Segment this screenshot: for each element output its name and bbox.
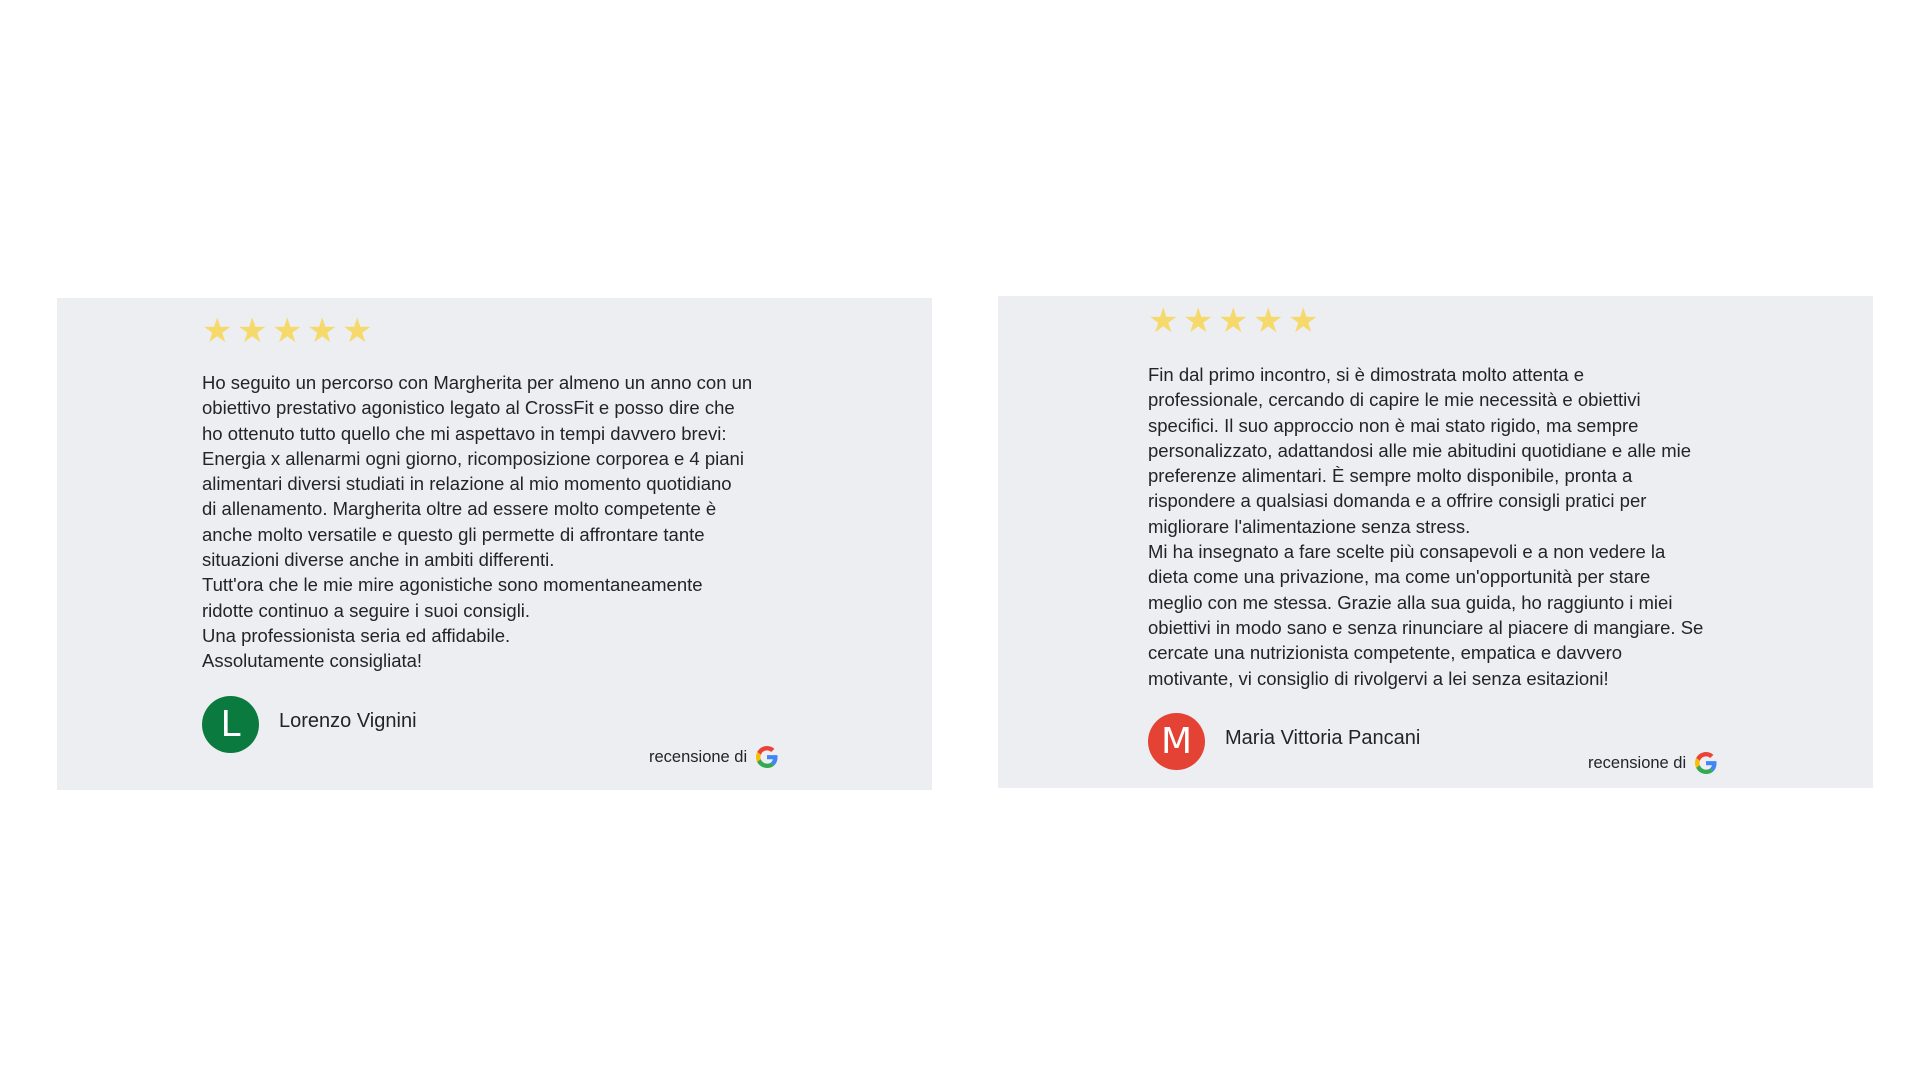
- review-content: [202, 298, 802, 753]
- author-name: Lorenzo Vignini: [279, 709, 417, 732]
- review-card: [57, 298, 932, 790]
- google-icon: [1695, 752, 1717, 774]
- avatar: L: [202, 696, 259, 753]
- review-content: [1148, 296, 1748, 770]
- star-rating: [1148, 301, 1748, 341]
- star-icon: ★: [1253, 301, 1284, 341]
- review-source: [649, 746, 778, 768]
- author-name: Maria Vittoria Pancani: [1225, 726, 1421, 749]
- source-label: recensione di: [1588, 753, 1687, 772]
- star-icon: ★: [1218, 301, 1249, 341]
- review-text: Fin dal primo incontro, si è dimostrata molto attenta e professionale, cercando di capire le mie necessità e obiettivi specifici. Il suo approccio non è mai stato rigido, ma sempre personalizzato, adattandosi alle mie abitudini quotidiane e alle mie preferenze alimentari. È sempre molto disponibile, pronta a rispondere a qualsiasi domanda e a offrire consigli pratici per migliorare l'alimentazione senza stress. Mi ha insegnato a fare scelte più consapevoli e a non vedere la dieta come una privazione, ma come un'opportunità per stare meglio con me stessa. Grazie alla sua guida, ho raggiunto i miei obiettivi in modo sano e senza rinunciare al piacere di mangiare. Se cercate una nutrizionista competente, empatica e davvero motivante, vi consiglio di rivolgervi a lei senza esitazioni!: [1148, 364, 1704, 689]
- star-icon: ★: [307, 311, 338, 351]
- star-icon: ★: [342, 311, 373, 351]
- star-icon: ★: [1148, 301, 1179, 341]
- review-author: [202, 696, 802, 753]
- avatar: M: [1148, 713, 1205, 770]
- review-card: [998, 296, 1873, 788]
- star-icon: ★: [202, 311, 233, 351]
- star-icon: ★: [272, 311, 303, 351]
- source-label: recensione di: [649, 747, 748, 766]
- star-rating: [202, 311, 802, 351]
- review-text: Ho seguito un percorso con Margherita per almeno un anno con un obiettivo prestativo agonistico legato al CrossFit e posso dire che ho ottenuto tutto quello che mi aspettavo in tempi davvero brevi: Energia x allenarmi ogni giorno, ricomposizione corporea e 4 piani alimentari diversi studiati in relazione al mio momento quotidiano di allenamento. Margherita oltre ad essere molto competente è anche molto versatile e questo gli permette di affrontare tante situazioni diverse anche in ambiti differenti. Tutt'ora che le mie mire agonistiche sono momentaneamente ridotte continuo a seguire i suoi consigli. Una professionista seria ed affidabile. Assolutamente consigliata!: [202, 372, 753, 672]
- star-icon: ★: [1288, 301, 1319, 341]
- google-icon: [756, 746, 778, 768]
- star-icon: ★: [1183, 301, 1214, 341]
- review-source: [1588, 752, 1717, 774]
- star-icon: ★: [237, 311, 268, 351]
